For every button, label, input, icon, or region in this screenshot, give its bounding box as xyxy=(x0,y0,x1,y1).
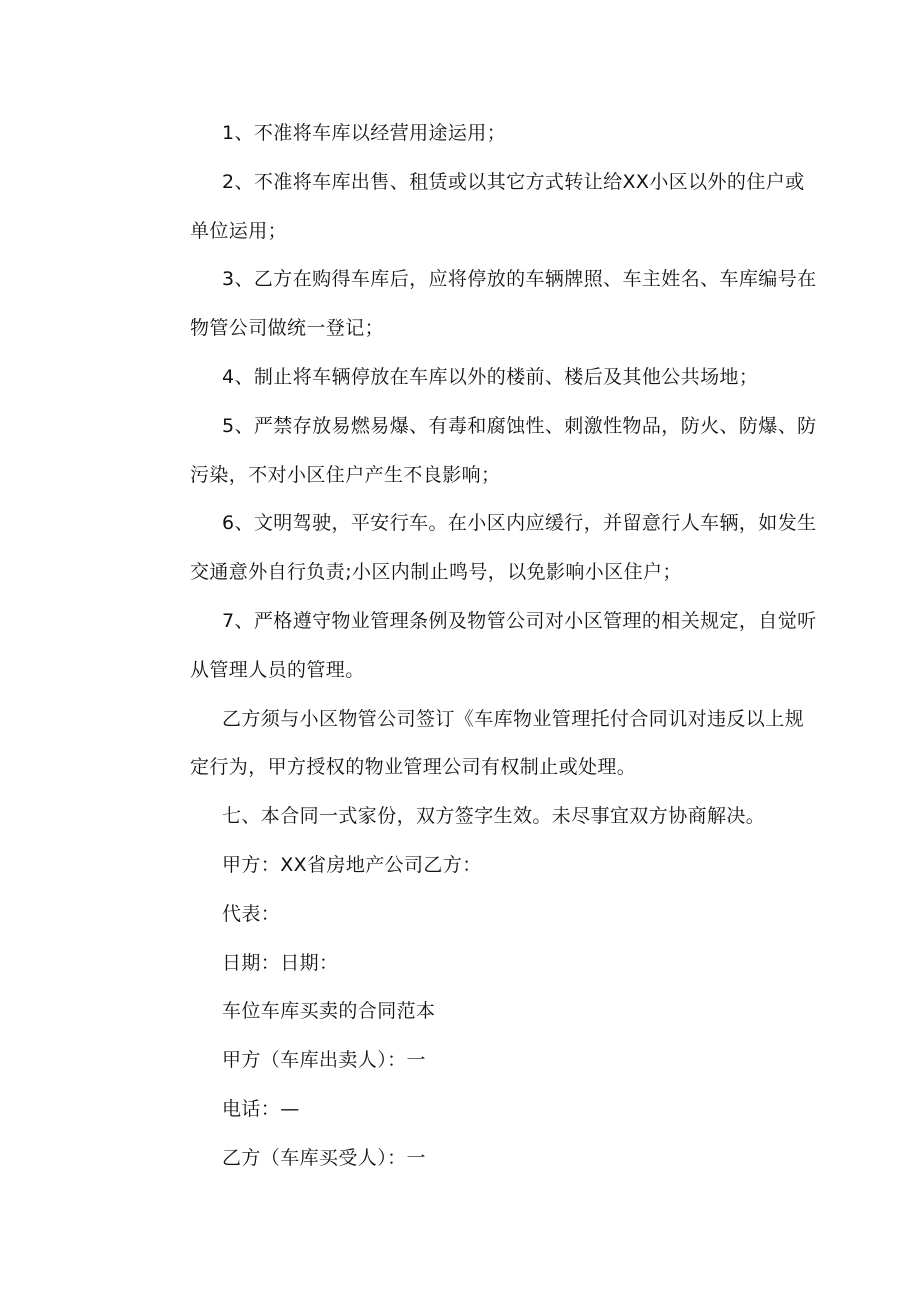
paragraph xyxy=(190,792,810,841)
paragraph xyxy=(190,158,810,256)
text-line: 3、乙方在购得车库后，应将停放的车辆牌照、车主姓名、车库编号在 xyxy=(222,268,817,291)
text-line: 乙方须与小区物管公司签订《车库物业管理托付合同讥对违反以上规 xyxy=(222,707,805,730)
text-line: 电话：— xyxy=(222,1097,300,1120)
paragraph xyxy=(190,695,810,793)
text-line: 七、本合同一式家份，双方签字生效。未尽事宜双方协商解决。 xyxy=(222,805,766,828)
text-line: 4、制止将车辆停放在车库以外的楼前、楼后及其他公共场地； xyxy=(222,365,759,388)
paragraph xyxy=(190,597,817,695)
text-line: 甲方（车库出卖人）：一 xyxy=(222,1049,426,1072)
text-line: 交通意外自行负责;小区内制止鸣号，以免影响小区住户； xyxy=(190,561,682,584)
document-body xyxy=(190,109,817,1183)
paragraph xyxy=(190,255,817,353)
paragraph xyxy=(190,1134,810,1183)
text-line: 甲方：XX省房地产公司乙方： xyxy=(222,853,482,876)
text-line: 代表： xyxy=(222,902,281,925)
text-line: 从管理人员的管理。 xyxy=(190,658,365,681)
paragraph xyxy=(190,890,810,939)
paragraph xyxy=(190,939,810,988)
paragraph xyxy=(190,1036,810,1085)
text-line: 5、严禁存放易燃易爆、有毒和腐蚀性、刺激性物品，防火、防爆、防 xyxy=(222,414,817,437)
text-line: 1、不准将车库以经营用途运用； xyxy=(222,122,507,144)
text-line: 定行为，甲方授权的物业管理公司有权制止或处理。 xyxy=(190,756,637,779)
text-line: 单位运用； xyxy=(190,219,288,242)
paragraph xyxy=(190,402,817,500)
paragraph xyxy=(190,109,810,158)
paragraph xyxy=(190,353,810,402)
paragraph xyxy=(190,987,810,1036)
text-line: 6、文明驾驶，平安行车。在小区内应缓行，并留意行人车辆，如发生 xyxy=(222,512,817,535)
text-line: 乙方（车库买受人）：一 xyxy=(222,1146,426,1169)
text-line: 物管公司做统一登记； xyxy=(190,317,385,340)
paragraph xyxy=(190,841,810,890)
paragraph xyxy=(190,499,817,597)
text-line: 7、严格遵守物业管理条例及物管公司对小区管理的相关规定，自觉听 xyxy=(222,609,817,632)
paragraph xyxy=(190,1085,810,1134)
text-line: 污染，不对小区住户产生不良影响； xyxy=(190,463,501,486)
text-line: 车位车库买卖的合同范本 xyxy=(222,1000,436,1023)
text-line: 2、不准将车库出售、租赁或以其它方式转让给XX小区以外的住户或 xyxy=(222,170,805,193)
text-line: 日期：日期： xyxy=(222,951,339,974)
